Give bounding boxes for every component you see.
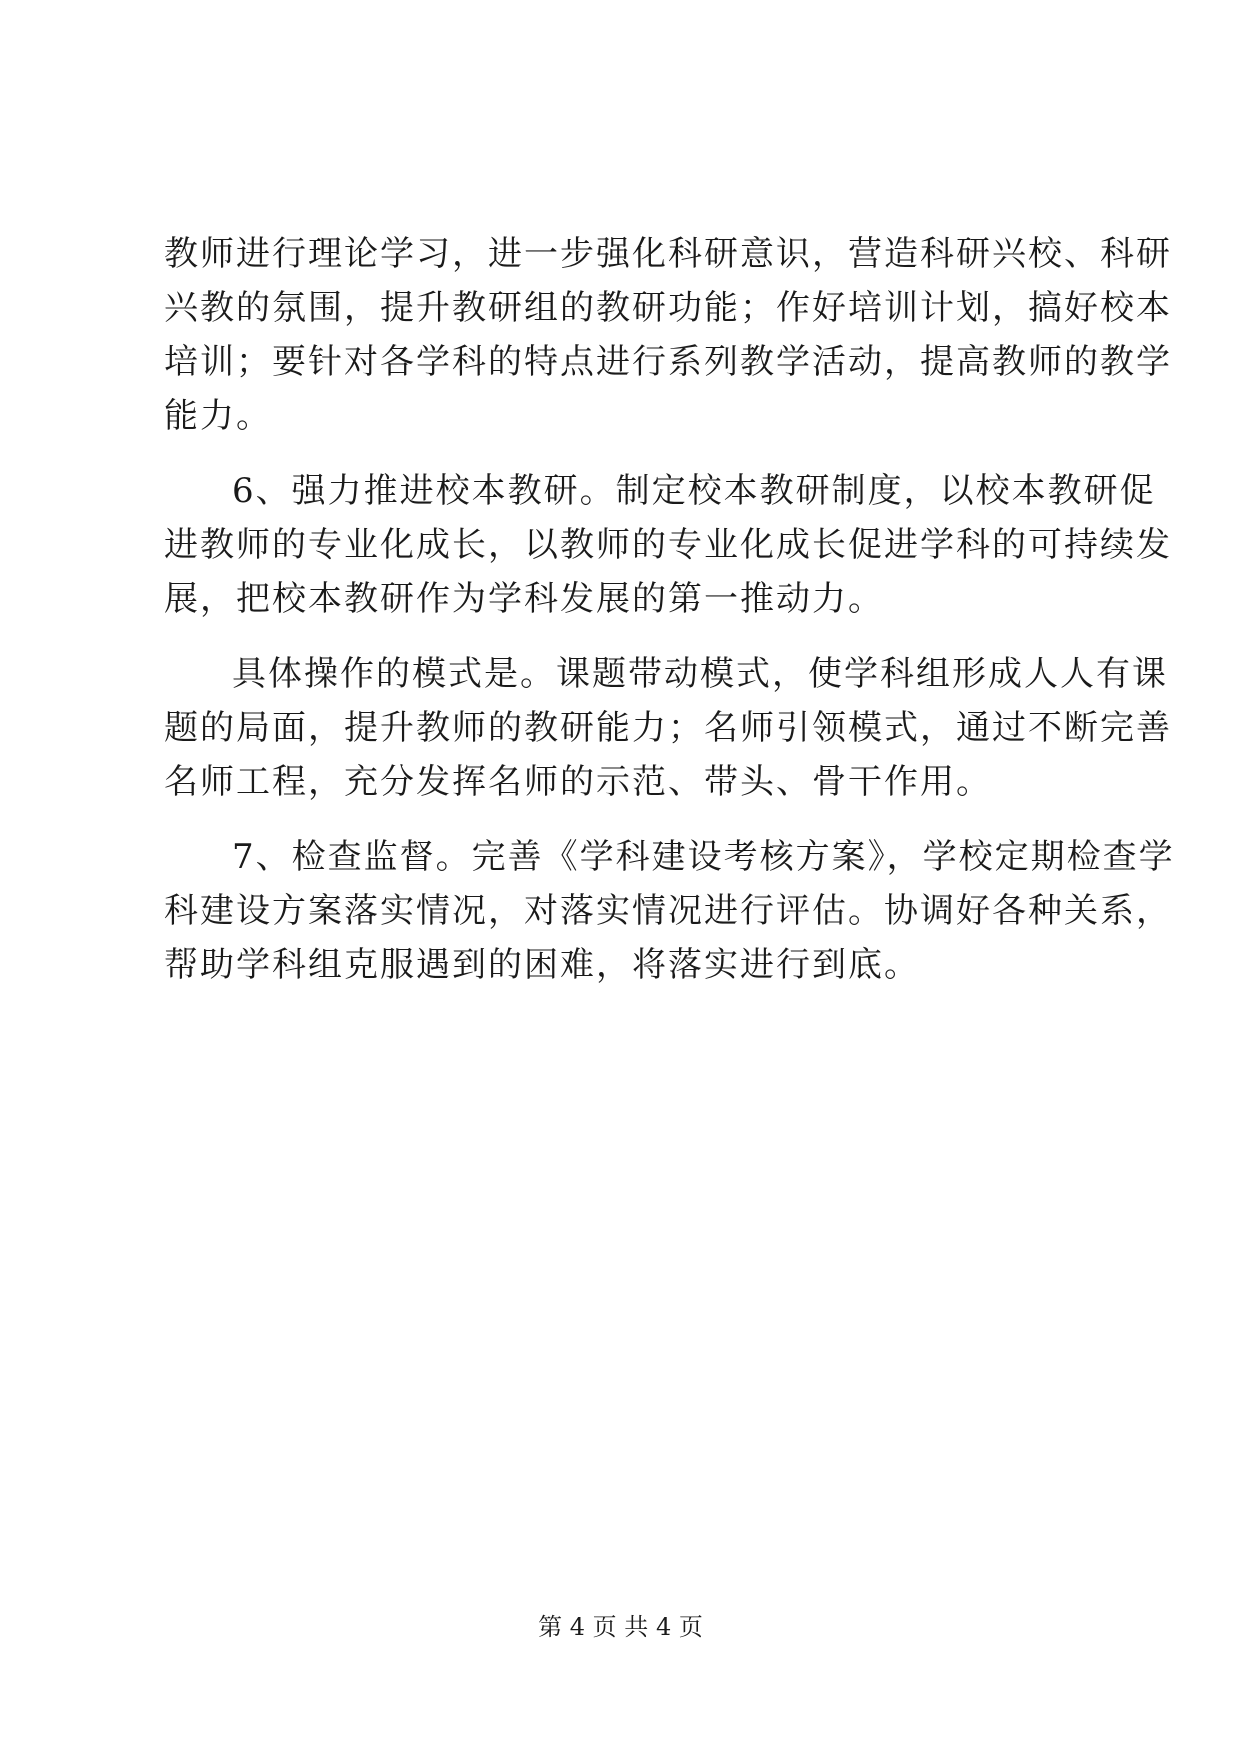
paragraph-line: 帮助学科组克服遇到的困难，将落实进行到底。 [164, 945, 920, 985]
paragraph-line: 能力。 [164, 396, 272, 436]
paragraph-line: 6、强力推进校本教研。制定校本教研制度，以校本教研促 [232, 471, 1156, 511]
paragraph-line: 科建设方案落实情况，对落实情况进行评估。协调好各种关系， [164, 891, 1172, 931]
paragraph-line: 教师进行理论学习，进一步强化科研意识，营造科研兴校、科研 [164, 234, 1172, 274]
paragraph-line: 题的局面，提升教师的教研能力；名师引领模式，通过不断完善 [164, 708, 1172, 748]
paragraph-line: 培训；要针对各学科的特点进行系列教学活动，提高教师的教学 [164, 342, 1172, 382]
document-body [164, 227, 1175, 992]
paragraph-line: 兴教的氛围，提升教研组的教研功能；作好培训计划，搞好校本 [164, 288, 1172, 328]
paragraph-line: 展，把校本教研作为学科发展的第一推动力。 [164, 579, 884, 619]
paragraph-line: 进教师的专业化成长，以教师的专业化成长促进学科的可持续发 [164, 525, 1172, 565]
page-number-footer: 第 4 页 共 4 页 [538, 1613, 703, 1641]
paragraph-line: 名师工程，充分发挥名师的示范、带头、骨干作用。 [164, 762, 992, 802]
paragraph-line: 7、检查监督。完善《学科建设考核方案》，学校定期检查学 [232, 837, 1175, 877]
paragraph-line: 具体操作的模式是。课题带动模式，使学科组形成人人有课 [232, 654, 1168, 694]
